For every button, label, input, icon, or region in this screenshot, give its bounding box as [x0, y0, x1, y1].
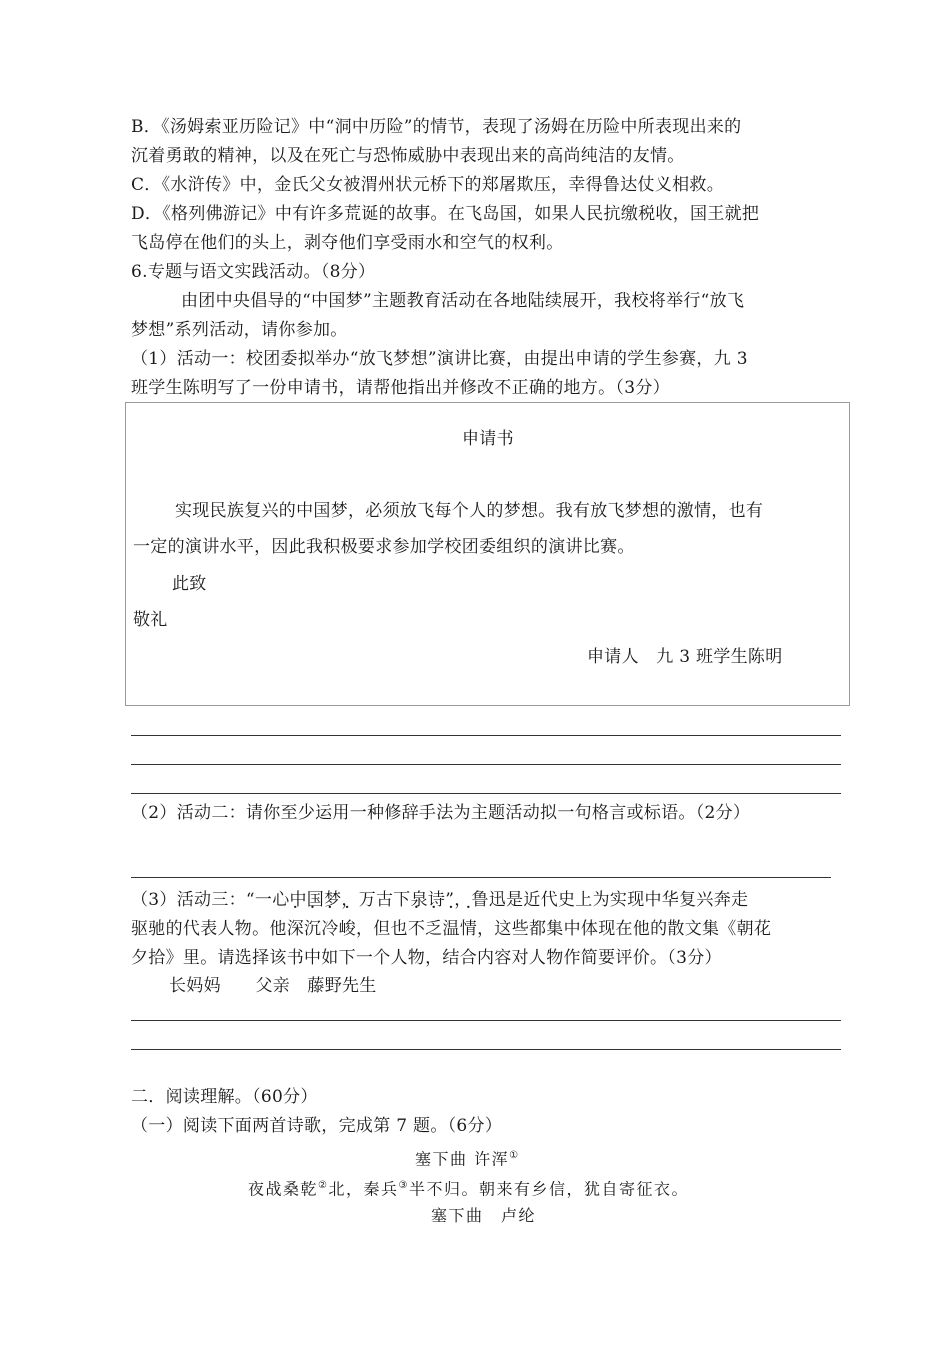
answer-line[interactable] [131, 877, 831, 878]
dotted-phrase-2 [408, 919, 477, 939]
footnote-marker: ③ [398, 1180, 409, 1191]
letter-closing-2: 敬礼 [133, 610, 168, 630]
emphasis-dot-char: 深 [286, 919, 305, 939]
letter-body-line2: 一定的演讲水平，因此我积极要求参加学校团委组织的演讲比赛。 [133, 537, 635, 557]
emphasis-dot-char: 沉 [304, 919, 322, 939]
poem-1-title-text: 塞下曲 许浑 [415, 1149, 510, 1169]
answer-line[interactable] [131, 1049, 841, 1050]
activity-3-text-a: 驱驰的代表人物。他 [131, 919, 287, 939]
poem-1-text [248, 1173, 689, 1202]
activity-3-line3: 夕拾》里。请选择该书中如下一个人物，结合内容对人物作简要评价。（3分） [131, 948, 722, 968]
answer-line[interactable] [131, 793, 841, 794]
emphasis-dot-char: 温 [442, 919, 460, 939]
poem-1-text-b: 北，秦兵 [328, 1179, 399, 1199]
question-6-intro-line1: 由团中央倡导的“中国梦”主题教育活动在各地陆续展开，我校将举行“放飞 [181, 291, 745, 311]
poem-1-text-a: 夜战桑乾 [248, 1179, 319, 1199]
letter-title: 申请书 [462, 429, 514, 449]
answer-line[interactable] [131, 764, 841, 765]
question-6-intro-line2: 梦想”系列活动，请你参加。 [131, 320, 348, 340]
poem-1-title [415, 1143, 520, 1172]
option-c: C．《水浒传》中，金氏父女被渭州状元桥下的郑屠欺压，幸得鲁达仗义相救。 [131, 175, 725, 195]
activity-3-text-c: ，这些都集中体现在他的散文集《朝花 [477, 919, 772, 939]
character-choices: 长妈妈 父亲 藤野先生 [169, 976, 377, 996]
answer-line[interactable] [131, 735, 841, 736]
emphasis-dot-char: 情 [459, 919, 478, 939]
option-d-line1: D．《格列佛游记》中有许多荒诞的故事。在飞岛国，如果人民抗缴税收，国王就把 [131, 204, 760, 224]
dotted-phrase-1 [287, 919, 356, 939]
activity-2: （2）活动二：请你至少运用一种修辞手法为主题活动拟一句格言或标语。（2分） [131, 803, 751, 823]
emphasis-dot-char: 不 [407, 919, 426, 939]
option-d-line2: 飞岛停在他们的头上，剥夺他们享受雨水和空气的权利。 [131, 233, 564, 253]
option-b-line2: 沉着勇敢的精神，以及在死亡与恐怖威胁中表现出来的高尚纯洁的友情。 [131, 146, 685, 166]
poem-1-text-c: 半不归。朝来有乡信，犹自寄征衣。 [408, 1179, 689, 1199]
footnote-marker: ① [509, 1150, 520, 1161]
letter-signature: 申请人 九 3 班学生陈明 [587, 647, 783, 667]
answer-line[interactable] [131, 1020, 841, 1021]
activity-3-line2 [131, 916, 771, 942]
letter-body-line1: 实现民族复兴的中国梦，必须放飞每个人的梦想。我有放飞梦想的激情，也有 [175, 501, 764, 521]
footnote-marker: ② [318, 1180, 329, 1191]
activity-3-line1: （3）活动三：“一心中国梦，万古下泉诗”，鲁迅是近代史上为实现中华复兴奔走 [131, 890, 749, 910]
question-6-title: 6.专题与语文实践活动。（8分） [131, 262, 376, 282]
letter-closing-1: 此致 [172, 574, 207, 594]
emphasis-dot-char: 峻 [338, 919, 356, 939]
option-b-line1: B．《汤姆索亚历险记》中“洞中历险”的情节，表现了汤姆在历险中所表现出来的 [131, 117, 742, 137]
activity-3-text-b: ，但也 [355, 919, 408, 939]
activity-1-line2: 班学生陈明写了一份申请书，请帮他指出并修改不正确的地方。（3分） [131, 378, 670, 398]
emphasis-dot-char: 冷 [321, 919, 339, 939]
emphasis-dot-char: 乏 [425, 919, 443, 939]
poem-2-title: 塞下曲 卢纶 [431, 1206, 537, 1225]
part-2-title: 二．阅读理解。（60分） [131, 1087, 318, 1107]
activity-1-line1: （1）活动一：校团委拟举办“放飞梦想”演讲比赛，由提出申请的学生参赛，九 3 [131, 349, 748, 369]
part-2-sub-1: （一）阅读下面两首诗歌，完成第 7 题。（6分） [131, 1116, 503, 1136]
